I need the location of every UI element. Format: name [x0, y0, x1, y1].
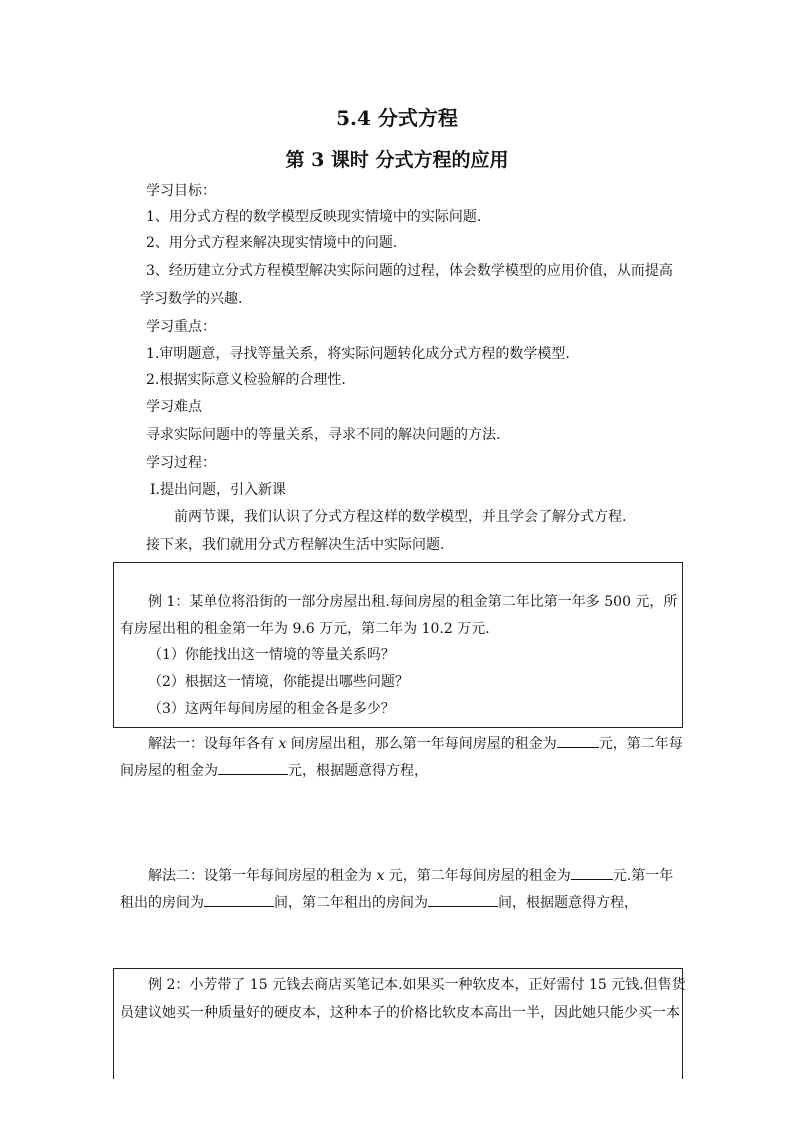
- blank-answer-4[interactable]: [204, 892, 274, 907]
- method-1-line-1: 解法一：设每年各有 x 间房屋出租，那么第一年每间房屋的租金为 元，第二年每: [148, 733, 683, 753]
- example-1-question-1: （1）你能找出这一情境的等量关系吗？: [148, 647, 395, 663]
- objective-item-1: 1、用分式方程的数学模型反映现实情境中的实际问题.: [146, 209, 482, 225]
- blank-answer-5[interactable]: [428, 892, 498, 907]
- example-1-question-3: （3）这两年每间房屋的租金各是多少？: [148, 701, 395, 717]
- example-2-line-1: 例 2：小芳带了 15 元钱去商店买笔记本.如果买一种软皮本，正好需付 15 元钱.但售货: [148, 977, 686, 993]
- objective-item-3-line1: 3、经历建立分式方程模型解决实际问题的过程，体会数学模型的应用价值，从而提高: [146, 263, 673, 279]
- page-title: 5.4 分式方程: [336, 106, 458, 130]
- example-2-line-2: 员建议她买一种质量好的硬皮本，这种本子的价格比软皮本高出一半，因此她只能少买一本: [120, 1005, 680, 1021]
- process-section-1: Ⅰ.提出问题，引入新课: [150, 482, 286, 498]
- method-2-line-2: 租出的房间为 间，第二年租出的房间为 间，根据题意得方程，: [120, 892, 638, 912]
- process-heading: 学习过程：: [146, 455, 216, 471]
- example-1-line-2: 有房屋出租的租金第一年为 9.6 万元，第二年为 10.2 万元.: [120, 621, 490, 637]
- difficulty-text: 寻求实际问题中的等量关系，寻求不同的解决问题的方法.: [146, 427, 501, 443]
- method-2-line-1: 解法二：设第一年每间房屋的租金为 x 元，第二年每间房屋的租金为 元.第一年: [148, 865, 673, 885]
- method-1-line-2: 间房屋的租金为 元，根据题意得方程，: [120, 760, 428, 780]
- objectives-heading: 学习目标：: [146, 183, 216, 199]
- lesson-subtitle: 第 3 课时 分式方程的应用: [285, 149, 509, 171]
- variable-x: x: [278, 736, 287, 752]
- key-point-item-2: 2.根据实际意义检验解的合理性.: [146, 372, 346, 388]
- objective-item-3-line2: 学习数学的兴趣.: [140, 291, 243, 307]
- blank-answer-3[interactable]: [571, 865, 613, 880]
- blank-answer-2[interactable]: [218, 760, 288, 775]
- process-paragraph-1: 前两节课，我们认识了分式方程这样的数学模型，并且学会了解分式方程.: [174, 509, 627, 525]
- blank-answer-1[interactable]: [557, 733, 599, 748]
- variable-x-2: x: [376, 868, 385, 884]
- key-point-item-1: 1.审明题意，寻找等量关系，将实际问题转化成分式方程的数学模型.: [146, 346, 570, 362]
- key-points-heading: 学习重点：: [146, 319, 216, 335]
- example-1-question-2: （2）根据这一情境，你能提出哪些问题？: [148, 674, 409, 690]
- objective-item-2: 2、用分式方程来解决现实情境中的问题.: [146, 235, 398, 251]
- example-1-line-1: 例 1：某单位将沿街的一部分房屋出租.每间房屋的租金第二年比第一年多 500 元，所: [148, 594, 678, 610]
- difficulty-heading: 学习难点: [146, 399, 202, 415]
- process-paragraph-2: 接下来，我们就用分式方程解决生活中实际问题.: [146, 537, 445, 553]
